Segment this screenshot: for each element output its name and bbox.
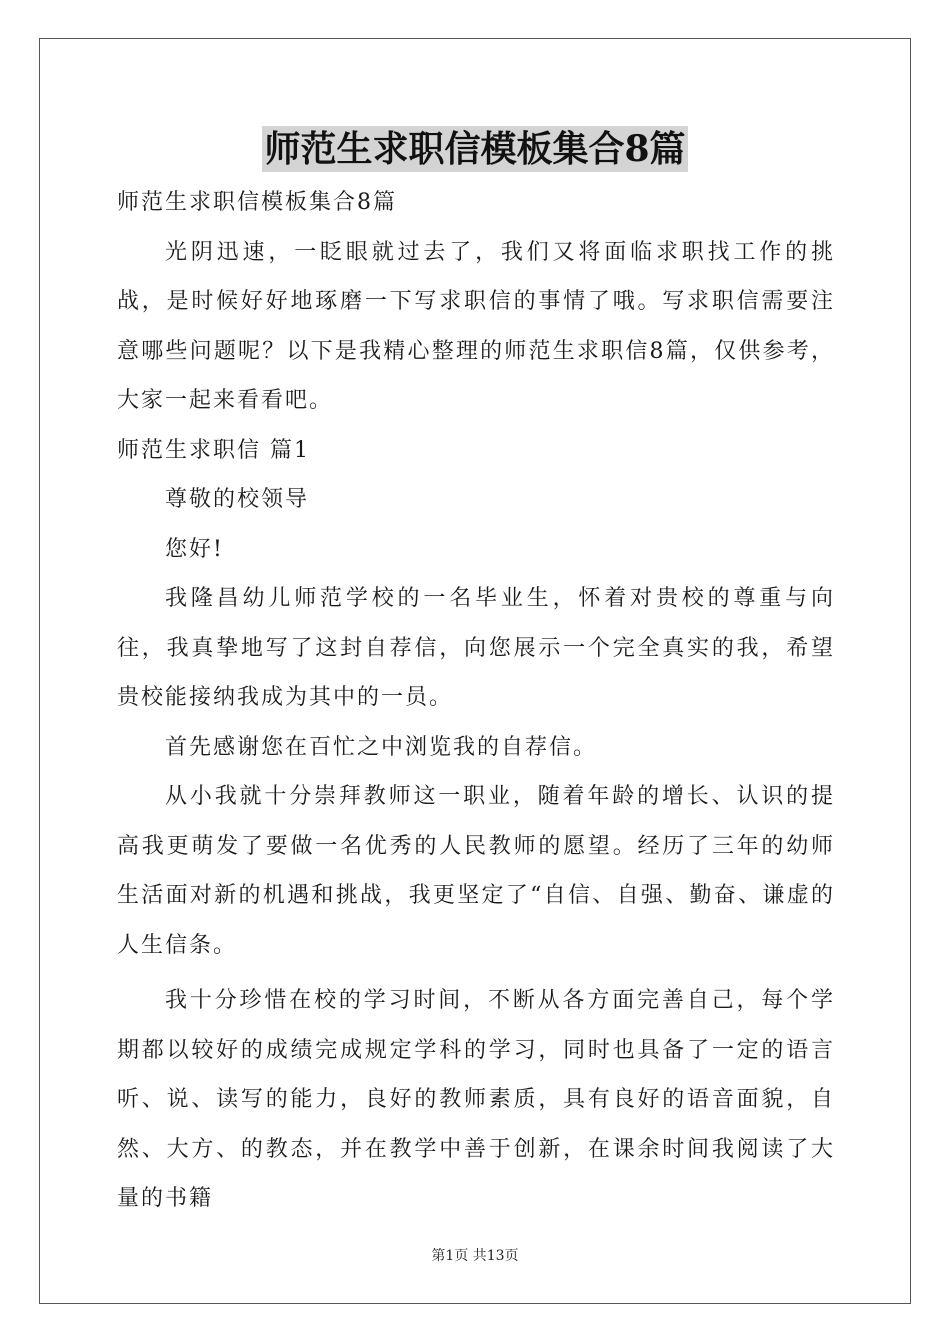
paragraph-salutation: 尊敬的校领导 xyxy=(165,487,310,512)
paragraph-body: 我十分珍惜在校的学习时间，不断从各方面完善自己，每个学期都以较好的成绩完成规定学科的学习，同时也具备了一定的语言听、说、读写的能力，良好的教师素质，具有良好的语音面貌，自然、大方、的教态，并在教学中善于创新，在课余时间我阅读了大量的书籍 xyxy=(117,988,835,1211)
paragraph-subtitle: 师范生求职信模板集合8篇 xyxy=(117,190,397,215)
paragraph-intro: 光阴迅速，一眨眼就过去了，我们又将面临求职找工作的挑战，是时候好好地琢磨一下写求职信的事情了哦。写求职信需要注意哪些问题呢？以下是我精心整理的师范生求职信8篇，仅供参考，大家一起来看看吧。 xyxy=(117,239,835,413)
paragraph-greeting: 您好! xyxy=(165,536,224,562)
document-body xyxy=(117,178,835,1224)
document-title xyxy=(0,126,950,172)
paragraph-body: 我隆昌幼儿师范学校的一名毕业生，怀着对贵校的尊重与向往，我真挚地写了这封自荐信，向您展示一个完全真实的我，希望贵校能接纳我成为其中的一员。 xyxy=(117,586,835,710)
paragraph-body: 从小我就十分崇拜教师这一职业，随着年龄的增长、认识的提高我更萌发了要做一名优秀的人民教师的愿望。经历了三年的幼师生活面对新的机遇和挑战，我更坚定了“自信、自强、勤奋、谦虚的人生信条。 xyxy=(117,784,835,958)
paragraph-body: 首先感谢您在百忙之中浏览我的自荐信。 xyxy=(165,734,598,760)
section-heading: 师范生求职信 篇1 xyxy=(117,437,310,463)
document-title-text: 师范生求职信模板集合8篇 xyxy=(264,128,686,170)
page-number-footer: 第1页 共13页 xyxy=(431,1248,519,1264)
